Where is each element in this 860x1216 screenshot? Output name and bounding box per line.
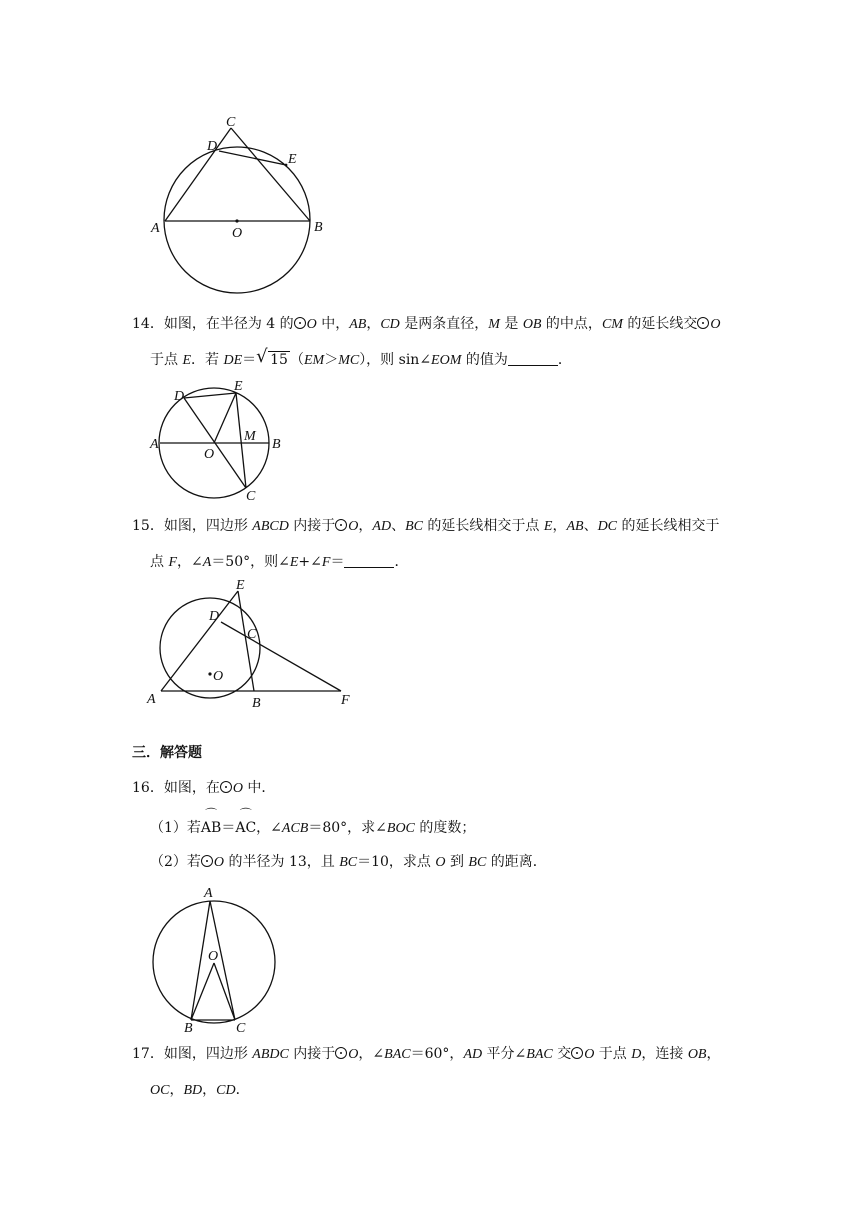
- label-e: E: [288, 152, 297, 167]
- label-a: A: [150, 437, 159, 452]
- label-a: A: [151, 221, 160, 236]
- q14-line1: 14．如图，在半径为 4 的 O 中，AB，CD 是两条直径，M 是 OB 的中点，CM 的延长线交 O: [132, 316, 721, 332]
- figure-14: [148, 376, 298, 504]
- circle-dot-icon: [335, 1047, 347, 1059]
- circle-dot-icon: [220, 781, 232, 793]
- q15-line1: 15．如图，四边形 ABCD 内接于 O，AD、BC 的延长线相交于点 E，AB、DC 的延长线相交于: [132, 518, 720, 534]
- label-o: O: [204, 447, 215, 462]
- arc-ac: ⌒ AC: [235, 807, 257, 836]
- label-b: B: [252, 696, 261, 711]
- label-c: C: [226, 115, 236, 130]
- label-e: E: [234, 379, 243, 394]
- segment-ae: [161, 591, 238, 691]
- label-d: D: [209, 609, 220, 624]
- label-e: E: [236, 578, 245, 593]
- q15-line2: 点 F，∠A＝50°，则∠E+∠F＝ ．: [150, 554, 409, 570]
- arc-ab: ⌒ AB: [200, 807, 222, 836]
- circle-dot-icon: [201, 855, 213, 867]
- label-m: M: [244, 429, 256, 444]
- segment-df: [221, 622, 341, 691]
- figure-15: [143, 578, 363, 718]
- sqrt-expression: √ 15: [256, 346, 288, 368]
- figure-16: [148, 882, 288, 1034]
- segment-de: [184, 393, 236, 398]
- circle-dot-icon: [571, 1047, 583, 1059]
- label-d: D: [207, 139, 218, 154]
- label-f: F: [341, 693, 350, 708]
- q16-intro: 16．如图，在 O 中．: [132, 780, 276, 796]
- circle-dot-icon: [335, 519, 347, 531]
- label-c: C: [236, 1021, 246, 1034]
- label-o: O: [208, 949, 219, 964]
- q14-line2: 于点 E．若 DE＝ √ 15 （EM＞MC），则 sin∠EOM 的值为 ．: [150, 346, 572, 368]
- q16-part1: （1）若 ⌒ AB＝ ⌒ AC，∠ACB＝80°，求∠BOC 的度数；: [150, 807, 476, 836]
- segment-ob: [191, 963, 214, 1020]
- answer-blank: [508, 351, 558, 366]
- segment-oe: [214, 393, 236, 443]
- label-b: B: [314, 220, 323, 235]
- figure-13: [140, 112, 340, 302]
- answer-blank: [344, 553, 394, 568]
- label-c: C: [246, 489, 256, 504]
- label-b: B: [272, 437, 281, 452]
- section-heading: 三．解答题: [132, 745, 202, 761]
- label-o: O: [213, 669, 224, 684]
- circle-dot-icon: [697, 317, 709, 329]
- circle-dot-icon: [294, 317, 306, 329]
- q17-line2: OC，BD，CD．: [150, 1082, 250, 1098]
- label-a: A: [147, 692, 156, 707]
- label-b: B: [184, 1021, 193, 1034]
- label-c: C: [247, 627, 257, 642]
- label-o: O: [232, 226, 243, 241]
- q17-line1: 17．如图，四边形 ABDC 内接于 O，∠BAC＝60°，AD 平分∠BAC 交 O 于点 D，连接 OB，: [132, 1046, 721, 1062]
- label-d: D: [174, 389, 185, 404]
- segment-ac: [165, 128, 231, 221]
- segment-cb: [231, 128, 310, 221]
- label-a: A: [204, 886, 213, 901]
- q16-part2: （2）若 O 的半径为 13，且 BC＝10，求点 O 到 BC 的距离．: [150, 854, 547, 870]
